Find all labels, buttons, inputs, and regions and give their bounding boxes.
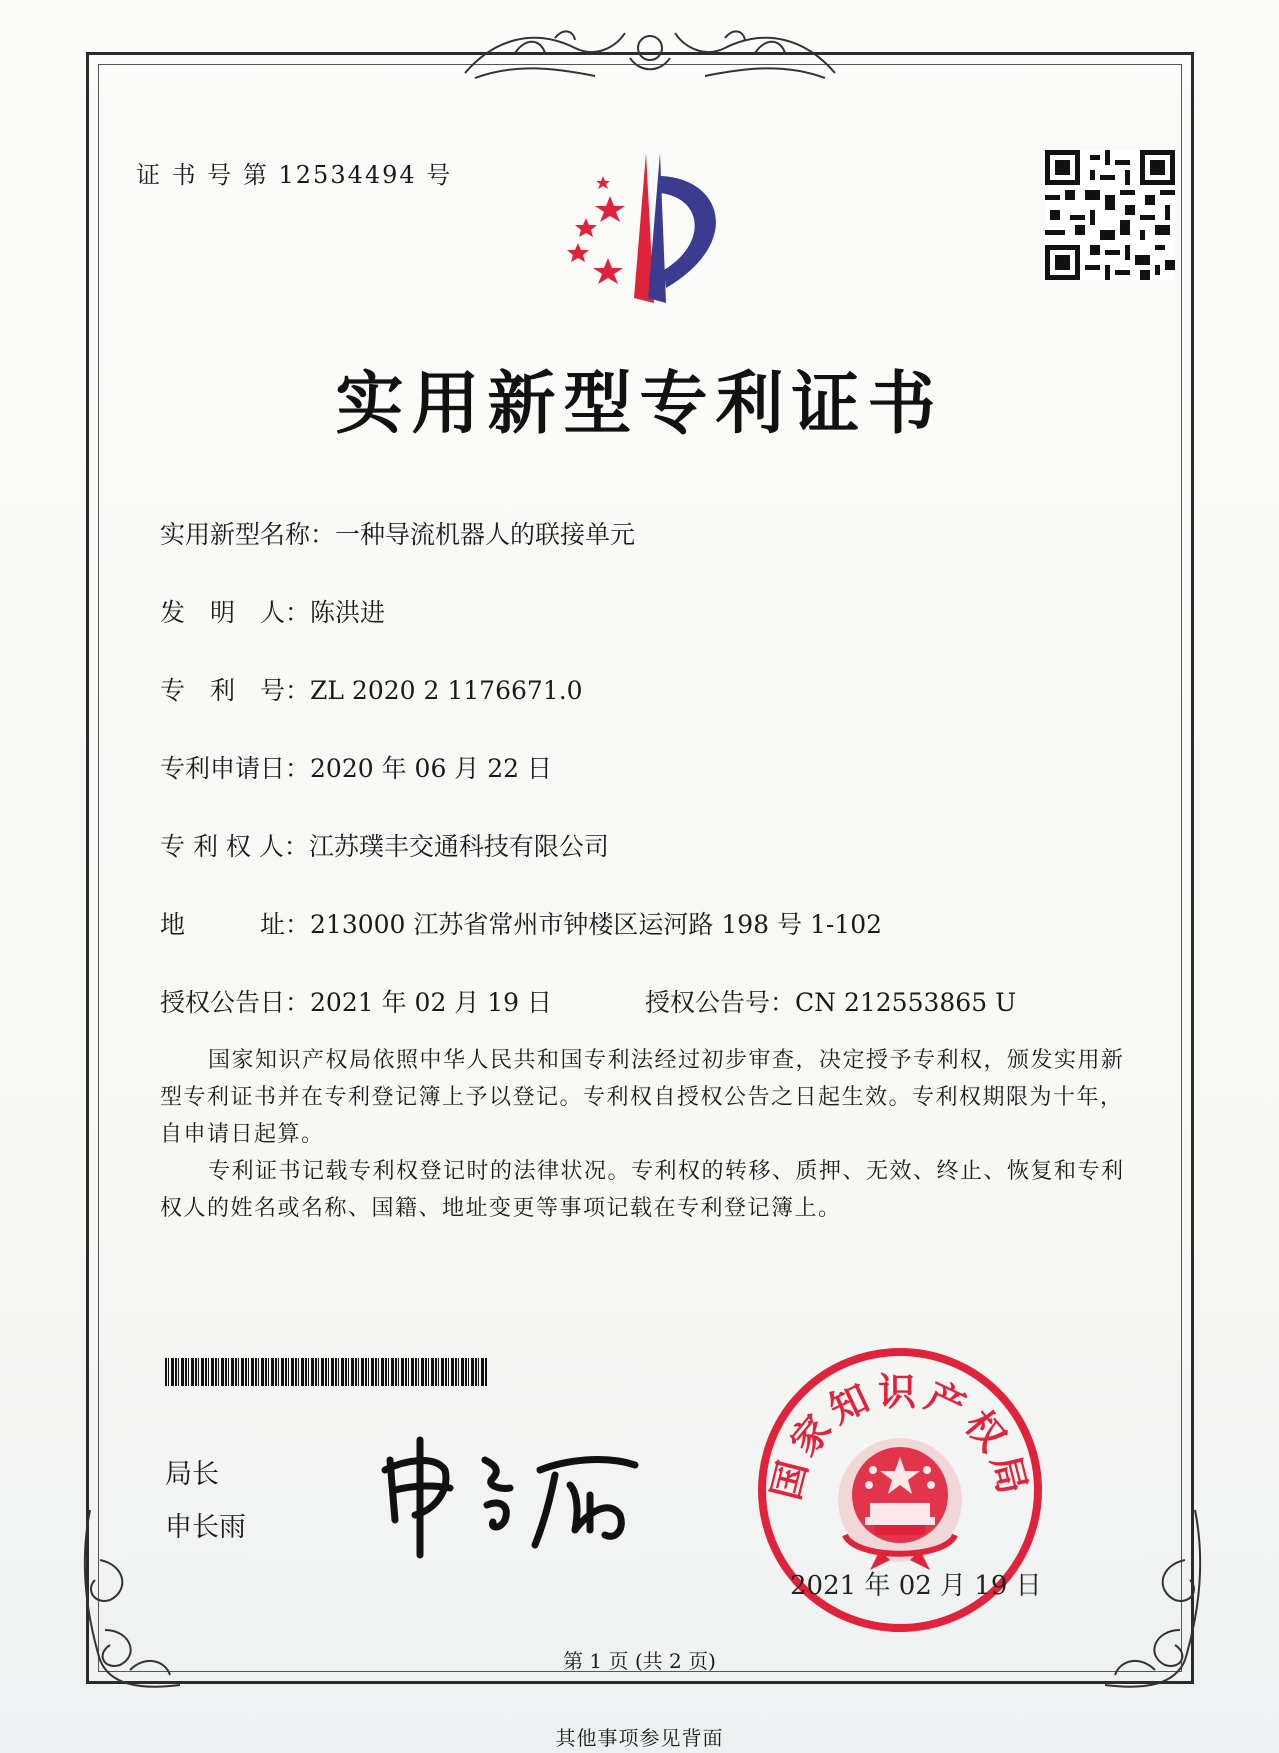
field-grant-date (160, 983, 552, 1019)
director-title: 局长 (165, 1459, 219, 1490)
field-address (160, 905, 882, 941)
field-value: 2020 年 06 月 22 日 (310, 754, 552, 783)
national-emblem-icon (838, 1438, 962, 1570)
field-label: 地 址： (160, 910, 311, 939)
field-patent-number (160, 671, 583, 707)
field-value: 2021 年 02 月 19 日 (310, 988, 552, 1017)
field-utility-model-name (160, 515, 635, 551)
field-label: 专利申请日： (160, 754, 311, 783)
field-value: 一种导流机器人的联接单元 (335, 520, 636, 549)
page-number: 第 1 页 (共 2 页) (563, 1649, 716, 1673)
footer-note: 其他事项参见背面 (555, 1726, 724, 1750)
field-application-date (160, 749, 552, 785)
field-patentee (160, 827, 609, 863)
field-label: 授权公告日： (160, 988, 311, 1017)
field-label: 专 利 号： (160, 676, 311, 705)
field-value: 江苏璞丰交通科技有限公司 (308, 832, 609, 861)
top-ornament-icon (455, 18, 845, 88)
certificate-title: 实用新型专利证书 (335, 364, 944, 444)
barcode (165, 1358, 488, 1386)
director-signature-icon (375, 1430, 645, 1560)
field-label: 专 利 权 人： (160, 832, 309, 861)
field-label: 实用新型名称： (160, 520, 336, 549)
seal-text: 国家知识产权局 (763, 1370, 1037, 1505)
director-name: 申长雨 (165, 1512, 246, 1543)
field-value: 陈洪进 (310, 598, 386, 627)
field-value: CN 212553865 U (795, 988, 1017, 1017)
seal-date: 2021 年 02 月 19 日 (790, 1571, 1042, 1601)
field-label: 发 明 人： (160, 598, 311, 627)
field-label: 授权公告号： (645, 988, 796, 1017)
field-value: ZL 2020 2 1176671.0 (310, 676, 583, 705)
grant-statement-paragraph: 国家知识产权局依照中华人民共和国专利法经过初步审查，决定授予专利权，颁发实用新型专利证书并在专利登记簿上予以登记。专利权自授权公告之日起生效。专利权期限为十年，自申请日起算。 (160, 1048, 1125, 1147)
legal-status-paragraph: 专利证书记载专利权登记时的法律状况。专利权的转移、质押、无效、终止、恢复和专利权人的姓名或名称、国籍、地址变更等事项记载在专利登记簿上。 (160, 1159, 1125, 1221)
field-value: 213000 江苏省常州市钟楼区运河路 198 号 1-102 (310, 910, 883, 939)
qr-code-icon (1045, 150, 1175, 280)
certificate-number: 证 书 号 第 12534494 号 (136, 161, 453, 189)
field-grant-number (645, 983, 1016, 1019)
cnipa-logo-icon (548, 148, 748, 308)
field-inventor (160, 593, 385, 629)
